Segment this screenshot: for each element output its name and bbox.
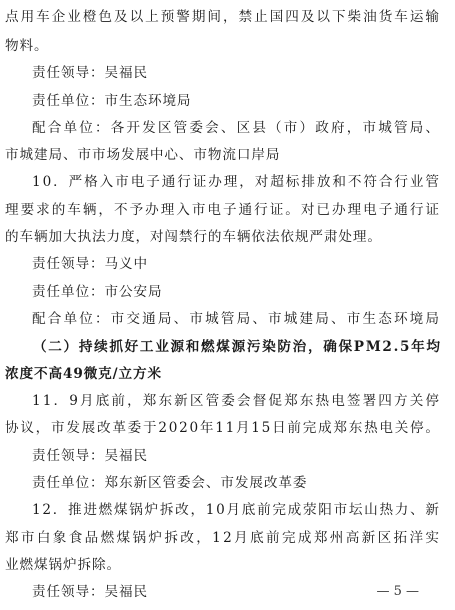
line-text: 浓度不高49微克/立方米 bbox=[5, 366, 163, 382]
line-text: 责任领导：吴福民 bbox=[32, 584, 148, 600]
line-text: 理要求的车辆，不予办理入市电子通行证。对已办理电子通行证 bbox=[5, 202, 441, 218]
line-text: 10．严格入市电子通行证办理，对超标排放和不符合行业管 bbox=[32, 174, 441, 190]
line-text: 责任领导：吴福民 bbox=[32, 65, 148, 81]
line-text: 市城建局、市市场发展中心、市物流口岸局 bbox=[5, 147, 281, 163]
line-text: 责任领导：吴福民 bbox=[32, 448, 148, 464]
text-line bbox=[0, 170, 455, 194]
text-line bbox=[0, 307, 455, 331]
text-line bbox=[0, 498, 455, 522]
section-heading-line bbox=[0, 335, 455, 359]
text-line bbox=[0, 416, 455, 440]
text-line bbox=[0, 34, 455, 58]
line-text: 责任单位：市公安局 bbox=[32, 284, 163, 300]
line-text: 12．推进燃煤锅炉拆改，10月底前完成荥阳市坛山热力、新 bbox=[32, 502, 441, 518]
page-number: — 5 — bbox=[376, 584, 419, 599]
line-text: 郑市白象食品燃煤锅炉拆改，12月底前完成郑州高新区拓洋实 bbox=[5, 530, 442, 546]
line-text: 责任单位：郑东新区管委会、市发展改革委 bbox=[32, 475, 308, 491]
text-line bbox=[0, 471, 455, 495]
line-text: 点用车企业橙色及以上预警期间，禁止国四及以下柴油货车运输 bbox=[5, 9, 441, 25]
line-text: 业燃煤锅炉拆除。 bbox=[5, 557, 121, 573]
line-text: 责任领导：马义中 bbox=[32, 256, 148, 272]
text-line bbox=[0, 280, 455, 304]
section-heading-line bbox=[0, 362, 455, 386]
text-line bbox=[0, 389, 455, 413]
line-text: 责任单位：市生态环境局 bbox=[32, 93, 192, 109]
text-line bbox=[0, 553, 455, 577]
text-line bbox=[0, 526, 455, 550]
text-line bbox=[0, 198, 455, 222]
text-line bbox=[0, 89, 455, 113]
text-line bbox=[0, 5, 455, 29]
text-line bbox=[0, 143, 455, 167]
line-text: 配合单位：各开发区管委会、区县（市）政府，市城管局、 bbox=[32, 120, 442, 136]
text-line bbox=[0, 116, 455, 140]
line-text: 11．9月底前，郑东新区管委会督促郑东热电签署四方关停 bbox=[32, 393, 442, 409]
line-text: 物料。 bbox=[5, 38, 49, 54]
line-text: 的车辆加大执法力度，对闯禁行的车辆依法依规严肃处理。 bbox=[5, 229, 382, 245]
line-text: 协议，市发展改革委于2020年11月15日前完成郑东热电关停。 bbox=[5, 420, 441, 436]
text-line bbox=[0, 225, 455, 249]
text-line bbox=[0, 252, 455, 276]
line-text: （二）持续抓好工业源和燃煤源污染防治，确保PM2.5年均 bbox=[33, 339, 442, 355]
text-line bbox=[0, 61, 455, 85]
text-line bbox=[0, 444, 455, 468]
line-text: 配合单位：市交通局、市城管局、市城建局、市生态环境局 bbox=[32, 311, 442, 327]
